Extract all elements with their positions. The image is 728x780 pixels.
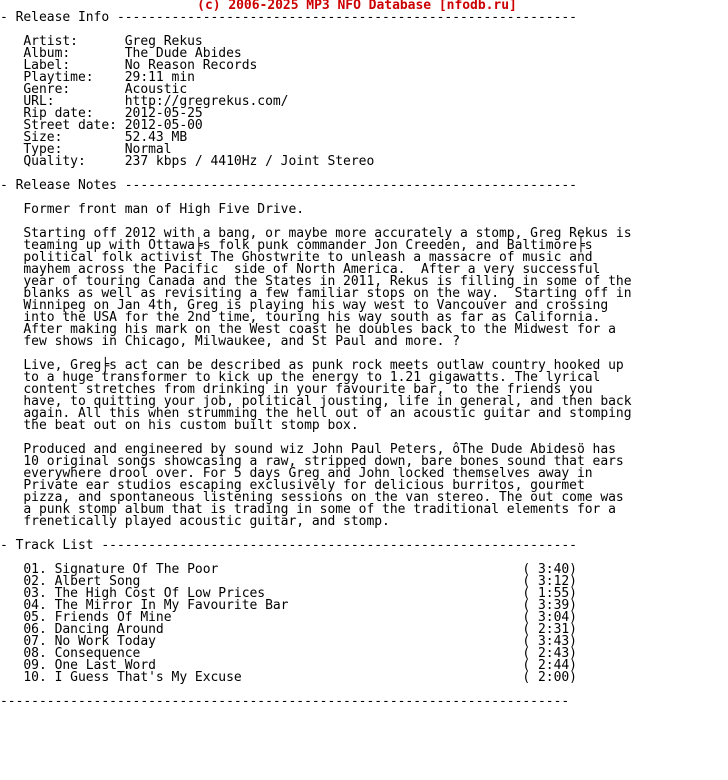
track-title: I Guess That's My Excuse bbox=[54, 670, 242, 685]
nfodb-link[interactable]: (c) 2006-2025 MP3 NFO Database [nfodb.ru] bbox=[197, 0, 517, 13]
track-title: The High Cost Of Low Prices bbox=[54, 586, 266, 601]
track-number: 05. bbox=[23, 610, 47, 625]
notes-paragraph-1: Former front man of High Five Drive. bbox=[23, 202, 305, 217]
album-label: Album: bbox=[23, 46, 71, 61]
track-duration: ( 3:39) bbox=[522, 598, 577, 613]
track-title: Signature Of The Poor bbox=[54, 562, 219, 577]
album-value: The Dude Abides bbox=[124, 46, 242, 61]
release-notes-heading: - Release Notes ---------------------------------------------------------- bbox=[0, 178, 577, 193]
genre-label: Genre: bbox=[23, 82, 71, 97]
notes-line: again. All this when strumming the hell out of an acoustic guitar and stomping bbox=[23, 406, 632, 421]
info-row-quality bbox=[0, 154, 374, 169]
playtime-value: 29:11 min bbox=[124, 70, 195, 85]
track-duration: ( 2:31) bbox=[522, 622, 577, 637]
track-number: 07. bbox=[23, 634, 47, 649]
artist-value: Greg Rekus bbox=[124, 34, 203, 49]
track-title: Friends Of Mine bbox=[54, 610, 172, 625]
notes-line: have, to quitting your job, political jousting, life in general, and then back bbox=[23, 394, 632, 409]
track-number: 04. bbox=[23, 598, 47, 613]
notes-line: teaming up with Ottawa╞s folk punk commander Jon Creeden, and Baltimore╞s bbox=[23, 238, 593, 253]
quality-label: Quality: bbox=[23, 154, 86, 169]
notes-line: 10 original songs showcasing a raw, stripped down, bare bones sound that ears bbox=[23, 454, 624, 469]
track-list bbox=[0, 562, 577, 685]
notes-line: political folk activist The Ghostwrite to unleash a massacre of music and bbox=[23, 250, 593, 265]
track-number: 06. bbox=[23, 622, 47, 637]
notes-line: into the USA for the 2nd time, touring his way south as far as California. bbox=[23, 310, 601, 325]
track-duration: ( 2:00) bbox=[522, 670, 577, 685]
type-value: Normal bbox=[124, 142, 172, 157]
track-number: 08. bbox=[23, 646, 47, 661]
track-duration: ( 2:44) bbox=[522, 658, 577, 673]
street-date-value: 2012-05-00 bbox=[124, 118, 203, 133]
notes-line: year of touring Canada and the States in 2011, Rekus is filling in some of the bbox=[23, 274, 632, 289]
track-title: One Last Word bbox=[54, 658, 156, 673]
street-date-label: Street date: bbox=[23, 118, 117, 133]
track-duration: ( 3:43) bbox=[522, 634, 577, 649]
url-link[interactable]: http://gregrekus.com/ bbox=[124, 94, 289, 109]
label-value: No Reason Records bbox=[124, 58, 258, 73]
track-number: 03. bbox=[23, 586, 47, 601]
notes-line: everywhere drool over. For 5 days Greg and John locked themselves away in bbox=[23, 466, 593, 481]
track-title: No Work Today bbox=[54, 634, 156, 649]
notes-line: the beat out on his custom built stomp box. bbox=[23, 418, 359, 433]
type-label: Type: bbox=[23, 142, 63, 157]
track-title: Albert Song bbox=[54, 574, 141, 589]
notes-line: Produced and engineered by sound wiz John Paul Peters, ôThe Dude Abidesö has bbox=[23, 442, 616, 457]
size-value: 52.43 MB bbox=[124, 130, 188, 145]
quality-value: 237 kbps / 4410Hz / Joint Stereo bbox=[124, 154, 375, 169]
track-number: 02. bbox=[23, 574, 47, 589]
footer-rule: ------------------------------------------------------------------------- bbox=[0, 694, 570, 709]
notes-line: pizza, and spontaneous listening sessions on the van stereo. The out come was bbox=[23, 490, 624, 505]
notes-line: Starting off 2012 with a bang, or maybe more accurately a stomp, Greg Rekus is bbox=[23, 226, 632, 241]
notes-line: Private ear studios escaping exclusively for delicious burritos, gourmet bbox=[23, 478, 585, 493]
notes-line: a punk stomp album that is trading in some of the traditional elements for a bbox=[23, 502, 616, 517]
track-duration: ( 3:12) bbox=[522, 574, 577, 589]
notes-line: Winnipeg on Jan 4th, Greg is playing his way west to Vancouver and crossing bbox=[23, 298, 609, 313]
track-duration: ( 1:55) bbox=[522, 586, 577, 601]
playtime-label: Playtime: bbox=[23, 70, 94, 85]
notes-line: mayhem across the Pacific side of North America. After a very successful bbox=[23, 262, 601, 277]
notes-line: content stretches from drinking in your favourite bar, to the friends you bbox=[23, 382, 593, 397]
track-number: 01. bbox=[23, 562, 47, 577]
track-title: Dancing Around bbox=[54, 622, 164, 637]
artist-label: Artist: bbox=[23, 34, 78, 49]
notes-line: frenetically played acoustic guitar, and stomp. bbox=[23, 514, 390, 529]
size-label: Size: bbox=[23, 130, 63, 145]
track-duration: ( 3:04) bbox=[522, 610, 577, 625]
track-title: The Mirror In My Favourite Bar bbox=[54, 598, 289, 613]
notes-line: After making his mark on the West coast he doubles back to the Midwest for a bbox=[23, 322, 616, 337]
release-info-heading: - Release Info ----------------------------------------------------------- bbox=[0, 10, 577, 25]
track-number: 10. bbox=[23, 670, 47, 685]
rip-date-value: 2012-05-25 bbox=[124, 106, 203, 121]
track-duration: ( 2:43) bbox=[522, 646, 577, 661]
track-title: Consequence bbox=[54, 646, 141, 661]
track-number: 09. bbox=[23, 658, 47, 673]
rip-date-label: Rip date: bbox=[23, 106, 94, 121]
notes-line: to a huge transformer to kick up the energy to 1.21 gigawatts. The lyrical bbox=[23, 370, 601, 385]
genre-value: Acoustic bbox=[124, 82, 188, 97]
notes-line: Live, Greg╞s act can be described as punk rock meets outlaw country hooked up bbox=[23, 358, 624, 373]
url-label: URL: bbox=[23, 94, 55, 109]
notes-line: blanks as well as revisiting a few familiar stops on the way. Starting off in bbox=[23, 286, 632, 301]
notes-line: few shows in Chicago, Milwaukee, and St Paul and more. ? bbox=[23, 334, 461, 349]
track-list-heading: - Track List ------------------------------------------------------------- bbox=[0, 538, 577, 553]
label-label: Label: bbox=[23, 58, 71, 73]
track-duration: ( 3:40) bbox=[522, 562, 577, 577]
track-row bbox=[0, 670, 577, 685]
